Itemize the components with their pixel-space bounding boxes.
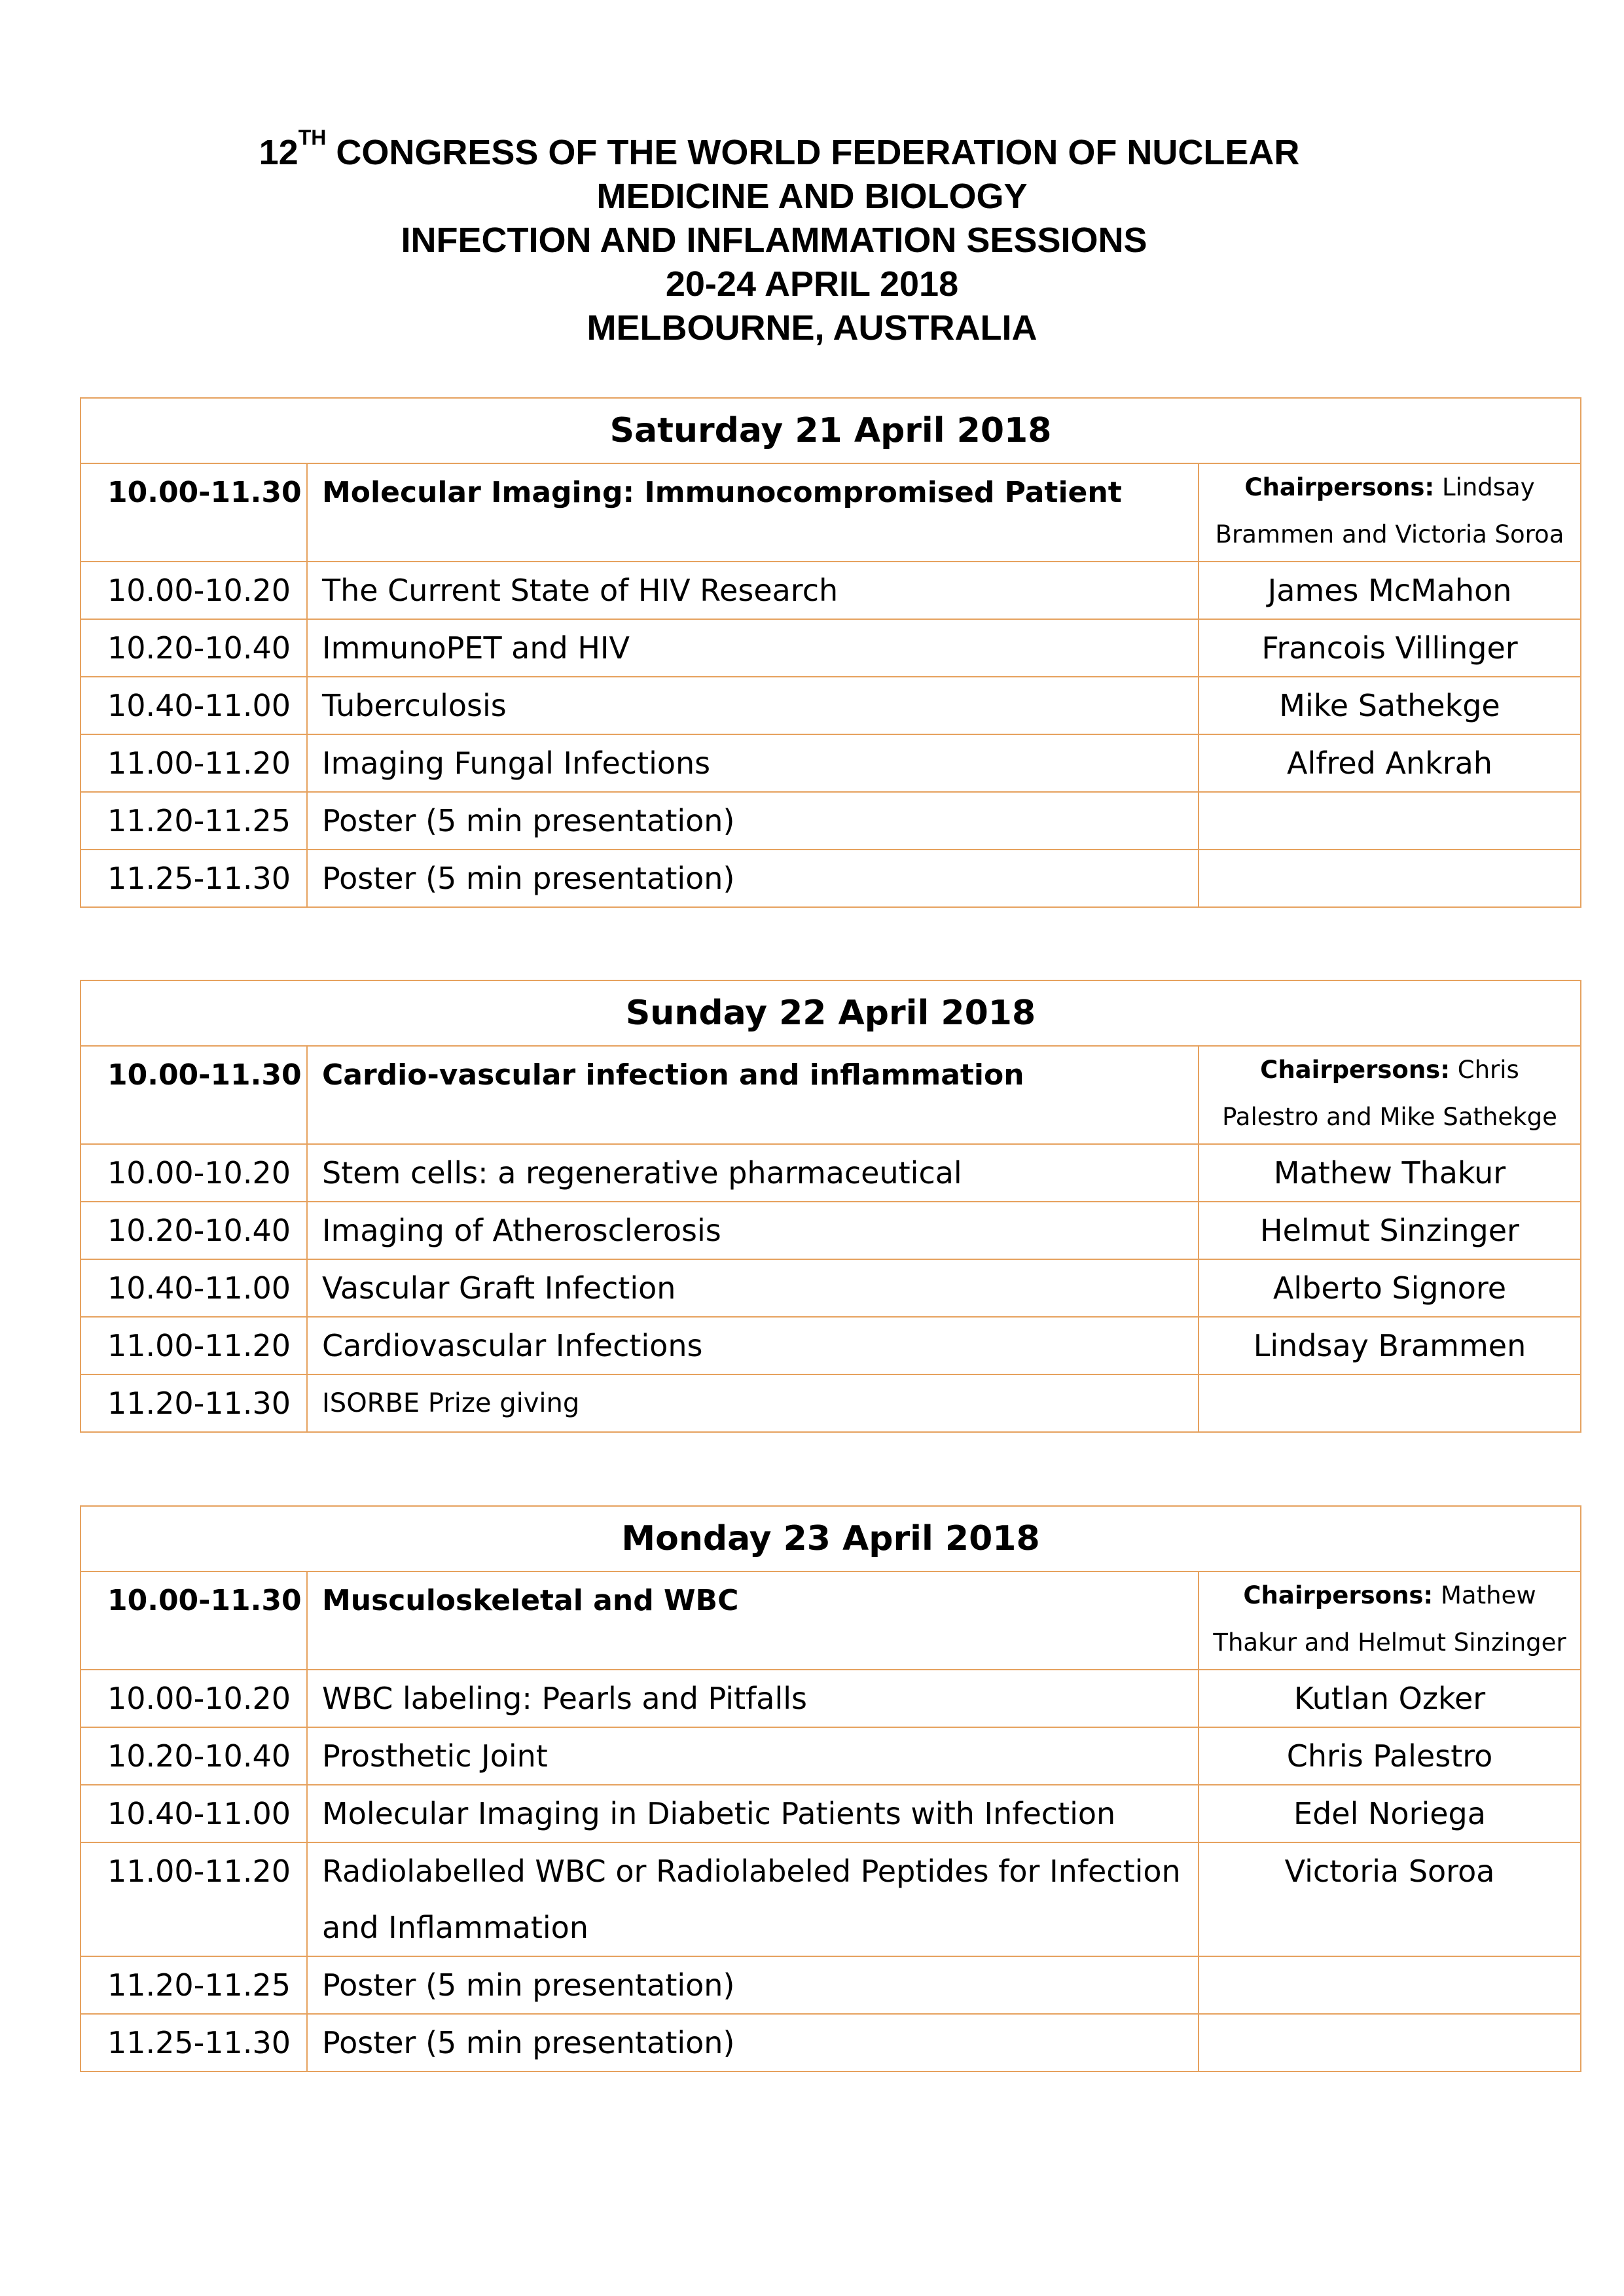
session-title: Musculoskeletal and WBC	[307, 1571, 1199, 1670]
session-row	[81, 1046, 1581, 1144]
table-row: 11.25-11.30 Poster (5 min presentation)	[81, 2014, 1581, 2072]
table-row: 11.00-11.20 Cardiovascular Infections Lindsay Brammen	[81, 1317, 1581, 1374]
table-row: 10.40-11.00 Tuberculosis Mike Sathekge	[81, 677, 1581, 734]
day-heading: Saturday 21 April 2018	[81, 398, 1581, 463]
table-row: 10.40-11.00 Vascular Graft Infection Alberto Signore	[81, 1259, 1581, 1317]
header-line-4: 20-24 APRIL 2018	[665, 264, 959, 304]
header-line-3: INFECTION AND INFLAMMATION SESSIONS	[401, 221, 1147, 260]
table-row: 10.00-10.20 The Current State of HIV Research James McMahon	[81, 562, 1581, 619]
header-line-5: MELBOURNE, AUSTRALIA	[586, 308, 1038, 348]
table-row: 10.20-10.40 ImmunoPET and HIV Francois Villinger	[81, 619, 1581, 677]
session-time: 10.00-11.30	[81, 1571, 307, 1670]
session-chairpersons: Chairpersons: Chris Palestro and Mike Sathekge	[1199, 1046, 1581, 1144]
session-chairpersons: Chairpersons: Mathew Thakur and Helmut Sinzinger	[1199, 1571, 1581, 1670]
schedule-table-monday	[80, 1505, 1581, 2072]
table-row: 10.00-10.20 WBC labeling: Pearls and Pitfalls Kutlan Ozker	[81, 1670, 1581, 1727]
table-row: 11.20-11.25 Poster (5 min presentation)	[81, 792, 1581, 850]
day-heading: Monday 23 April 2018	[81, 1506, 1581, 1571]
document-header	[0, 126, 1624, 350]
table-row: 11.25-11.30 Poster (5 min presentation)	[81, 850, 1581, 907]
table-row: 10.20-10.40 Prosthetic Joint Chris Palestro	[81, 1727, 1581, 1785]
session-title: Cardio-vascular infection and inflammation	[307, 1046, 1199, 1144]
table-row: 11.20-11.30 ISORBE Prize giving	[81, 1374, 1581, 1432]
header-line-1: 12TH CONGRESS OF THE WORLD FEDERATION OF NUCLEAR	[259, 126, 1300, 172]
schedule-table-saturday	[80, 397, 1581, 908]
session-row	[81, 1571, 1581, 1670]
session-time: 10.00-11.30	[81, 463, 307, 562]
session-title: Molecular Imaging: Immunocompromised Patient	[307, 463, 1199, 562]
table-row: 11.00-11.20 Imaging Fungal Infections Alfred Ankrah	[81, 734, 1581, 792]
schedule-table-sunday	[80, 980, 1581, 1433]
day-heading: Sunday 22 April 2018	[81, 980, 1581, 1046]
session-time: 10.00-11.30	[81, 1046, 307, 1144]
session-chairpersons: Chairpersons: Lindsay Brammen and Victoria Soroa	[1199, 463, 1581, 562]
table-row: 10.40-11.00 Molecular Imaging in Diabetic Patients with Infection Edel Noriega	[81, 1785, 1581, 1842]
table-row: 10.20-10.40 Imaging of Atherosclerosis Helmut Sinzinger	[81, 1202, 1581, 1259]
session-row	[81, 463, 1581, 562]
table-row: 11.00-11.20 Radiolabelled WBC or Radiolabeled Peptides for Infection and Inflammation Victoria Soroa	[81, 1842, 1581, 1956]
table-row: 11.20-11.25 Poster (5 min presentation)	[81, 1956, 1581, 2014]
table-row: 10.00-10.20 Stem cells: a regenerative pharmaceutical Mathew Thakur	[81, 1144, 1581, 1202]
header-line-2: MEDICINE AND BIOLOGY	[596, 177, 1028, 216]
